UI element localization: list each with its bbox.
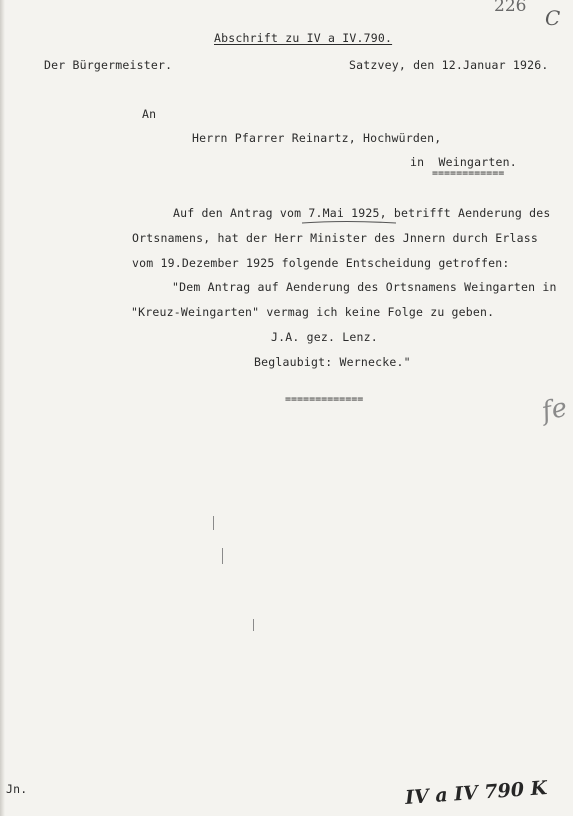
sender: Der Bürgermeister. <box>44 58 173 72</box>
folio-number: 226 <box>494 0 527 16</box>
folio-letter: C <box>545 6 561 30</box>
paper-speck <box>213 516 214 530</box>
filing-mark: IV a IV 790 K <box>404 777 548 809</box>
signature-line: J.A. gez. Lenz. <box>271 330 378 344</box>
body-line-4: "Dem Antrag auf Aenderung des Ortsnamens Weingarten in <box>172 280 557 294</box>
paper-speck <box>253 619 254 631</box>
body-line-3: vom 19.Dezember 1925 folgende Entscheidung getroffen: <box>132 256 510 270</box>
recipient-town-rule: ============ <box>432 168 505 179</box>
margin-initial: fe <box>539 392 570 428</box>
body-line-2: Ortsnamens, hat der Herr Minister des Jnnern durch Erlass <box>132 231 539 245</box>
end-rule: ============= <box>285 394 364 405</box>
certification-line: Beglaubigt: Wernecke." <box>254 355 411 369</box>
typist-initials: Jn. <box>6 782 28 796</box>
body-line-5: "Kreuz-Weingarten" vermag ich keine Folge zu geben. <box>131 305 495 319</box>
place-date: Satzvey, den 12.Januar 1926. <box>349 58 549 72</box>
paper-speck <box>222 548 223 564</box>
recipient-name: Herrn Pfarrer Reinartz, Hochwürden, <box>192 131 442 145</box>
paper-edge <box>0 0 5 816</box>
body-line-1: Auf den Antrag vom 7.Mai 1925, betrifft Aenderung des <box>173 206 551 220</box>
copy-header: Abschrift zu IV a IV.790. <box>214 31 393 45</box>
pencil-underline <box>300 218 400 226</box>
to-label: An <box>142 107 157 121</box>
recipient-town: in Weingarten. <box>410 155 517 169</box>
